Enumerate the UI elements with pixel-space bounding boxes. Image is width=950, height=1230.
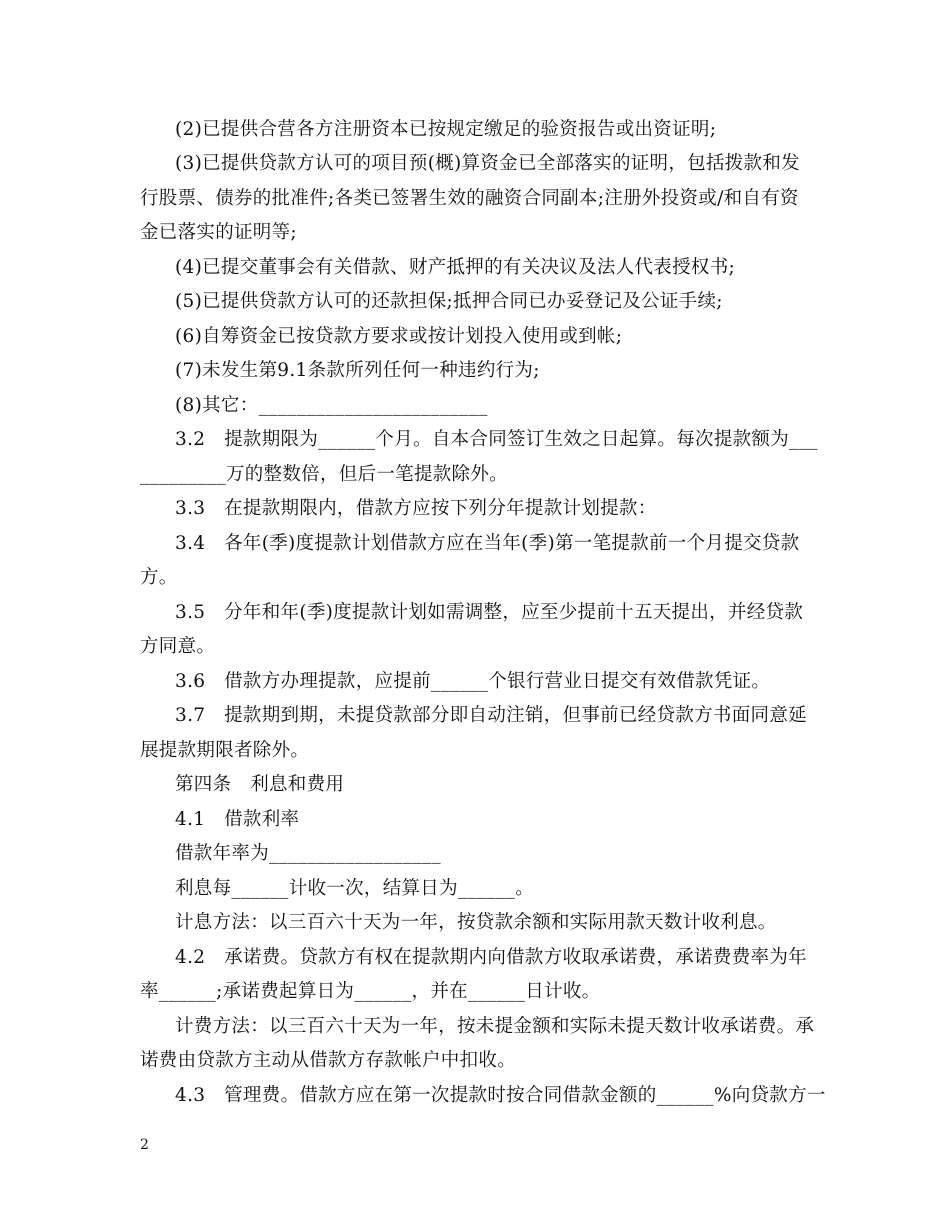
text-line: 3.3 在提款期限内，借款方应按下列分年提款计划提款：: [175, 498, 657, 519]
text-line: (8)其它：________________________: [175, 395, 488, 416]
section-heading: 第四条 利息和费用: [175, 774, 345, 795]
text-line: 计费方法：以三百六十天为一年，按未提金额和实际未提天数计收承诺费。承: [175, 1016, 815, 1037]
text-line: (3)已提供贷款方认可的项目预(概)算资金已全部落实的证明，包括拨款和发: [175, 153, 800, 174]
text-line: 展提款期限者除外。: [140, 740, 310, 761]
text-line: 行股票、债券的批准件;各类已签署生效的融资合同副本;注册外投资或/和自有资: [140, 188, 799, 209]
text-line: 方同意。: [140, 636, 216, 657]
text-line: (7)未发生第9.1条款所列任何一种违约行为;: [175, 360, 540, 381]
text-line: 诺费由贷款方主动从借款方存款帐户中扣收。: [140, 1050, 517, 1071]
text-line: 率______;承诺费起算日为______，并在______日计收。: [140, 981, 601, 1002]
text-line: 方。: [140, 567, 178, 588]
text-line: (6)自筹资金已按贷款方要求或按计划投入使用或到帐;: [175, 326, 623, 347]
text-line: 4.3 管理费。借款方应在第一次提款时按合同借款金额的______%向贷款方一: [175, 1085, 826, 1106]
text-line: 3.5 分年和年(季)度提款计划如需调整，应至少提前十五天提出，并经贷款: [175, 602, 804, 623]
text-line: 计息方法：以三百六十天为一年，按贷款余额和实际用款天数计收利息。: [175, 912, 777, 933]
text-line: 金已落实的证明等;: [140, 222, 297, 243]
text-line: 3.7 提款期到期，未提贷款部分即自动注销，但事前已经贷款方书面同意延: [175, 705, 807, 726]
text-line: (2)已提供合营各方注册资本已按规定缴足的验资报告或出资证明;: [175, 119, 717, 140]
page-number: 2: [140, 1137, 149, 1153]
text-line: 借款年率为__________________: [175, 843, 441, 864]
text-line: 3.4 各年(季)度提款计划借款方应在当年(季)第一笔提款前一个月提交贷款: [175, 533, 800, 554]
text-line: 3.2 提款期限为______个月。自本合同签订生效之日起算。每次提款额为___: [175, 429, 818, 450]
clause-heading: 4.1 借款利率: [175, 809, 300, 830]
text-line: (5)已提供贷款方认可的还款担保;抵押合同已办妥登记及公证手续;: [175, 291, 723, 312]
text-line: 3.6 借款方办理提款，应提前______个银行营业日提交有效借款凭证。: [175, 671, 771, 692]
text-line: (4)已提交董事会有关借款、财产抵押的有关决议及法人代表授权书;: [175, 257, 736, 278]
text-line: 4.2 承诺费。贷款方有权在提款期内向借款方收取承诺费，承诺费费率为年: [175, 947, 807, 968]
text-line: _________万的整数倍，但后一笔提款除外。: [140, 464, 508, 485]
text-line: 利息每______计收一次，结算日为______。: [175, 878, 535, 899]
